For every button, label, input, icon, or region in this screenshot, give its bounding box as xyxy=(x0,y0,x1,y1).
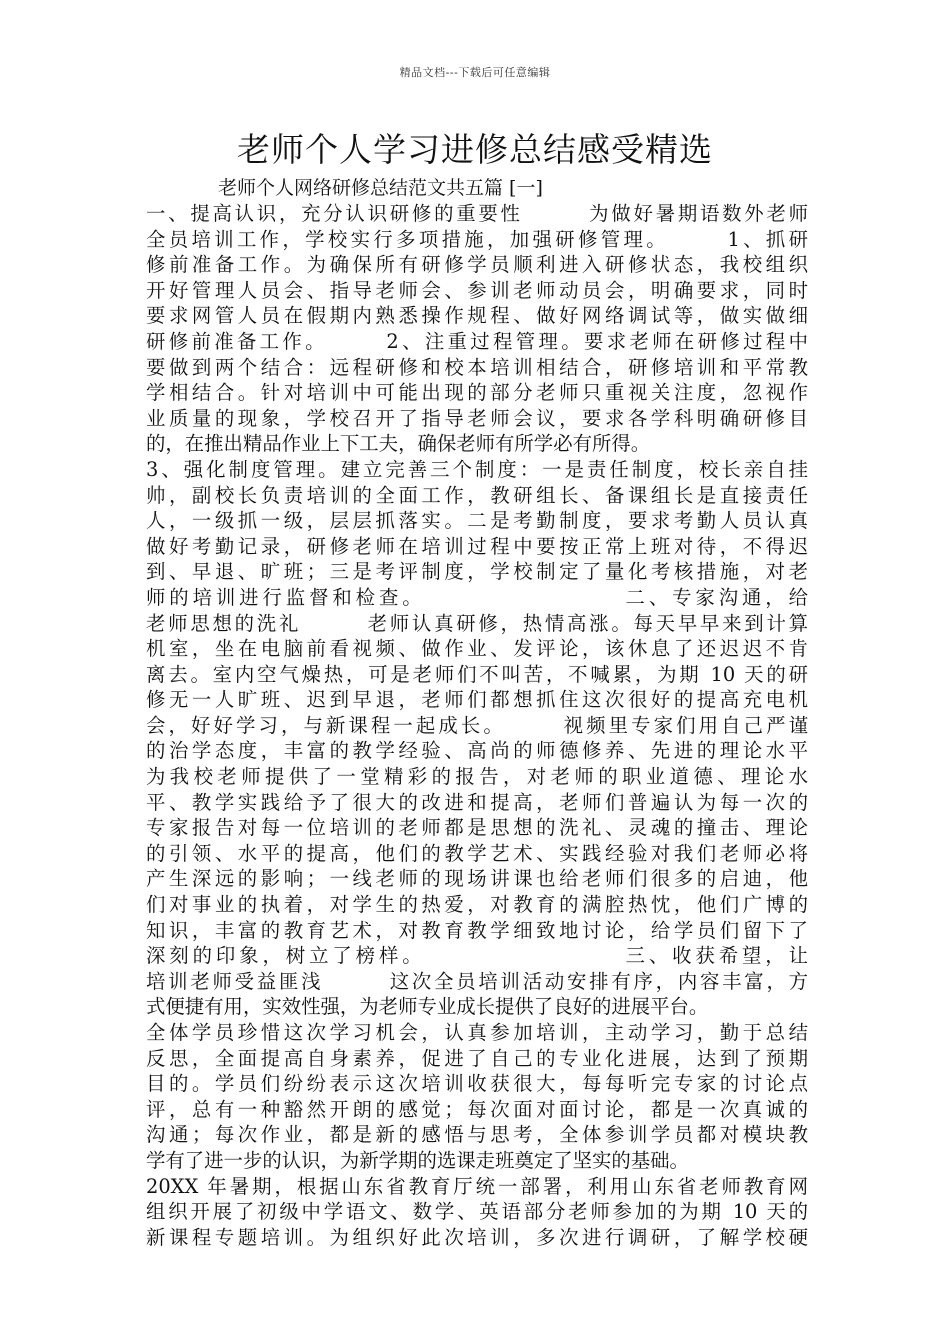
body-line: 20XX 年暑期，根据山东省教育厅统一部署，利用山东省老师教育网 xyxy=(146,1174,808,1198)
body-line: 目的。学员们纷纷表示这次培训收获很大，每每听完专家的讨论点 xyxy=(146,1072,808,1096)
body-line: 产生深远的影响；一线老师的现场讲课也给老师们很多的启迪，他 xyxy=(146,867,808,891)
body-line: 的引领、水平的提高，他们的教学艺术、实践经验对我们老师必将 xyxy=(146,841,808,865)
body-line: 一、提高认识，充分认识研修的重要性 为做好暑期语数外老师 xyxy=(146,202,808,225)
body-line: 师的培训进行监督和检查。 二、专家沟通，给 xyxy=(146,585,808,609)
body-line: 培训老师受益匪浅 这次全员培训活动安排有序，内容丰富，方 xyxy=(146,969,808,993)
body-line: 业质量的现象，学校召开了指导老师会议，要求各学科明确研修目 xyxy=(146,406,808,430)
body-line: 3、强化制度管理。建立完善三个制度：一是责任制度，校长亲自挂 xyxy=(146,457,808,481)
body-line: 全体学员珍惜这次学习机会，认真参加培训，主动学习，勤于总结 xyxy=(146,1021,808,1044)
body-line: 修无一人旷班、迟到早退，老师们都想抓住这次很好的提高充电机 xyxy=(146,688,808,712)
document-title: 老师个人学习进修总结感受精选 xyxy=(237,130,713,169)
body-line: 修前准备工作。为确保所有研修学员顺利进入研修状态，我校组织 xyxy=(146,253,808,277)
body-line: 要求网管人员在假期内熟悉操作规程、做好网络调试等，做实做细 xyxy=(146,304,808,328)
body-line: 反思，全面提高自身素养，促进了自己的专业化进展，达到了预期 xyxy=(146,1046,808,1070)
body-line: 组织开展了初级中学语文、数学、英语部分老师参加的为期 10 天的 xyxy=(146,1200,808,1224)
body-line: 人，一级抓一级，层层抓落实。二是考勤制度，要求考勤人员认真 xyxy=(146,509,808,533)
body-line: 帅，副校长负责培训的全面工作，教研组长、备课组长是直接责任 xyxy=(146,483,808,507)
body-line: 会，好好学习，与新课程一起成长。 视频里专家们用自己严谨 xyxy=(146,713,808,737)
body-line: 深刻的印象，树立了榜样。 三、收获希望，让 xyxy=(146,944,808,968)
body-line: 要做到两个结合：远程研修和校本培训相结合，研修培训和平常教 xyxy=(146,355,808,379)
body-line: 专家报告对每一位培训的老师都是思想的洗礼、灵魂的撞击、理论 xyxy=(146,816,808,840)
body-line: 沟通；每次作业，都是新的感悟与思考，全体参训学员都对模块教 xyxy=(146,1123,808,1147)
body-line: 老师思想的洗礼 老师认真研修，热情高涨。每天早早来到计算 xyxy=(146,611,808,635)
body-line: 开好管理人员会、指导老师会、参训老师动员会，明确要求，同时 xyxy=(146,278,808,302)
body-line: 的，在推出精品作业上下工夫，确保老师有所学必有所得。 xyxy=(146,432,651,456)
body-line: 平、教学实践给予了很大的改进和提高，老师们普遍认为每一次的 xyxy=(146,790,808,814)
body-line: 机室，坐在电脑前看视频、做作业、发评论，该休息了还迟迟不肯 xyxy=(146,637,808,661)
document-subtitle: 老师个人网络研修总结范文共五篇 [一] xyxy=(218,177,543,199)
body-line: 全员培训工作，学校实行多项措施，加强研修管理。 1、抓研 xyxy=(146,227,808,251)
body-line: 离去。室内空气燥热，可是老师们不叫苦，不喊累，为期 10 天的研 xyxy=(146,662,808,686)
body-line: 评，总有一种豁然开朗的感觉；每次面对面讨论，都是一次真诚的 xyxy=(146,1097,808,1121)
body-line: 学相结合。针对培训中可能出现的部分老师只重视关注度，忽视作 xyxy=(146,381,808,405)
body-line: 式便捷有用，实效性强，为老师专业成长提供了良好的进展平台。 xyxy=(146,995,709,1019)
body-line: 做好考勤记录，研修老师在培训过程中要按正常上班对待，不得迟 xyxy=(146,534,808,558)
body-line: 到、早退、旷班；三是考评制度，学校制定了量化考核措施，对老 xyxy=(146,560,808,584)
body-line: 为我校老师提供了一堂精彩的报告，对老师的职业道德、理论水 xyxy=(146,765,808,789)
body-text xyxy=(146,201,808,1250)
body-line: 学有了进一步的认识，为新学期的选课走班奠定了坚实的基础。 xyxy=(146,1148,689,1172)
header-note: 精品文档---下载后可任意编辑 xyxy=(399,66,551,79)
body-line: 新课程专题培训。为组织好此次培训，多次进行调研，了解学校硬 xyxy=(146,1225,808,1249)
body-line: 们对事业的执着，对学生的热爱，对教育的满腔热忱，他们广博的 xyxy=(146,893,808,917)
body-line: 研修前准备工作。 2、注重过程管理。要求老师在研修过程中 xyxy=(146,329,808,353)
body-line: 知识，丰富的教育艺术，对教育教学细致地讨论，给学员们留下了 xyxy=(146,918,808,942)
body-line: 的治学态度，丰富的教学经验、高尚的师德修养、先进的理论水平 xyxy=(146,739,808,763)
